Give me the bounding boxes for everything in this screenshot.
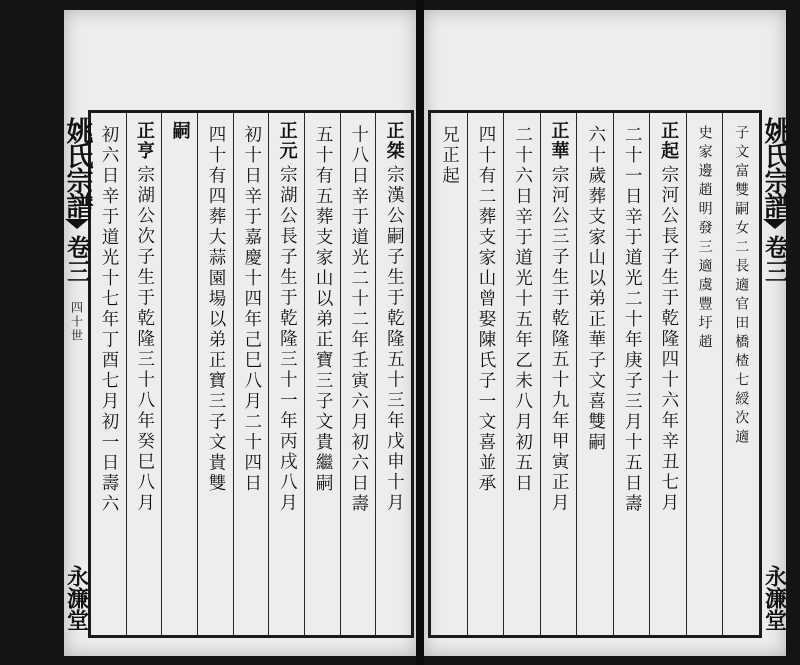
text-column xyxy=(503,113,540,635)
entry-text: 二十六日辛于道光十五年乙未八月初五日 xyxy=(512,125,533,494)
text-column xyxy=(197,113,233,635)
left-text-columns xyxy=(91,113,411,635)
entry-text: 六十歲葬支家山以弟正華子文喜雙嗣 xyxy=(585,125,606,453)
text-column xyxy=(233,113,269,635)
left-text-frame xyxy=(61,110,414,638)
entry-name: 嗣 xyxy=(169,121,191,141)
entry-text: 兄正起 xyxy=(439,125,460,187)
right-genealogy-title: 姚氏宗譜 xyxy=(759,117,791,217)
text-column xyxy=(722,113,759,635)
entry-text: 初十日辛于嘉慶十四年己巳八月二十四日 xyxy=(241,125,262,494)
right-text-frame xyxy=(428,110,791,638)
entry-text: 五十有五葬支家山以弟正寶三子文貴繼嗣 xyxy=(313,125,334,494)
text-column xyxy=(340,113,376,635)
entry-text: 宗河公長子生于乾隆四十六年辛丑七月 xyxy=(658,165,679,514)
entry-name: 正亨 xyxy=(133,121,155,161)
entry-name: 正元 xyxy=(276,121,298,161)
entry-text: 宗漢公嗣子生于乾隆五十三年戊申十月 xyxy=(384,165,405,514)
entry-name: 正桀 xyxy=(383,121,405,161)
generation-label: 四十世 xyxy=(69,301,84,343)
text-column xyxy=(304,113,340,635)
right-page-spine xyxy=(755,113,795,635)
left-hall-name: 永濂堂 xyxy=(63,565,90,631)
left-genealogy-title: 姚氏宗譜 xyxy=(61,117,93,217)
text-column xyxy=(467,113,504,635)
text-column xyxy=(375,113,411,635)
left-page xyxy=(61,10,416,656)
text-column xyxy=(686,113,723,635)
right-page xyxy=(424,10,791,656)
text-column xyxy=(91,113,126,635)
text-column xyxy=(431,113,467,635)
book-gutter xyxy=(416,0,424,665)
entry-name: 正起 xyxy=(658,121,680,161)
entry-text: 四十有四葬大蒜園場以弟正寶三子文貴雙 xyxy=(206,125,227,494)
entry-text: 史家邊趙明發三適虞豐圩趙 xyxy=(696,125,713,353)
text-column xyxy=(649,113,686,635)
entry-text: 宗河公三子生于乾隆五十九年甲寅正月 xyxy=(549,165,570,514)
fish-tail-mark xyxy=(763,219,787,229)
text-column xyxy=(161,113,197,635)
entry-text: 二十一日辛于道光二十年庚子三月十五日壽 xyxy=(622,125,643,515)
entry-text: 子文富雙嗣女二長適官田橋楂七綬次適 xyxy=(733,125,750,448)
text-column xyxy=(613,113,650,635)
entry-text: 四十有二葬支家山曾娶陳氏子一文喜並承 xyxy=(476,125,497,494)
right-hall-name: 永濂堂 xyxy=(761,565,788,631)
entry-text: 初六日辛于道光十七年丁酉七月初一日壽六 xyxy=(99,125,120,515)
right-volume-label: 卷三 xyxy=(760,235,790,283)
left-volume-label: 卷三 xyxy=(62,235,92,283)
entry-text: 宗湖公次子生于乾隆三十八年癸巳八月 xyxy=(134,165,155,514)
fish-tail-mark xyxy=(65,219,89,229)
text-column xyxy=(126,113,162,635)
text-column xyxy=(540,113,577,635)
entry-text: 十八日辛于道光二十二年壬寅六月初六日壽 xyxy=(348,125,369,515)
text-column xyxy=(268,113,304,635)
text-column xyxy=(576,113,613,635)
right-text-columns xyxy=(431,113,759,635)
entry-name: 正華 xyxy=(548,121,570,161)
entry-text: 宗湖公長子生于乾隆三十一年丙戌八月 xyxy=(277,165,298,514)
